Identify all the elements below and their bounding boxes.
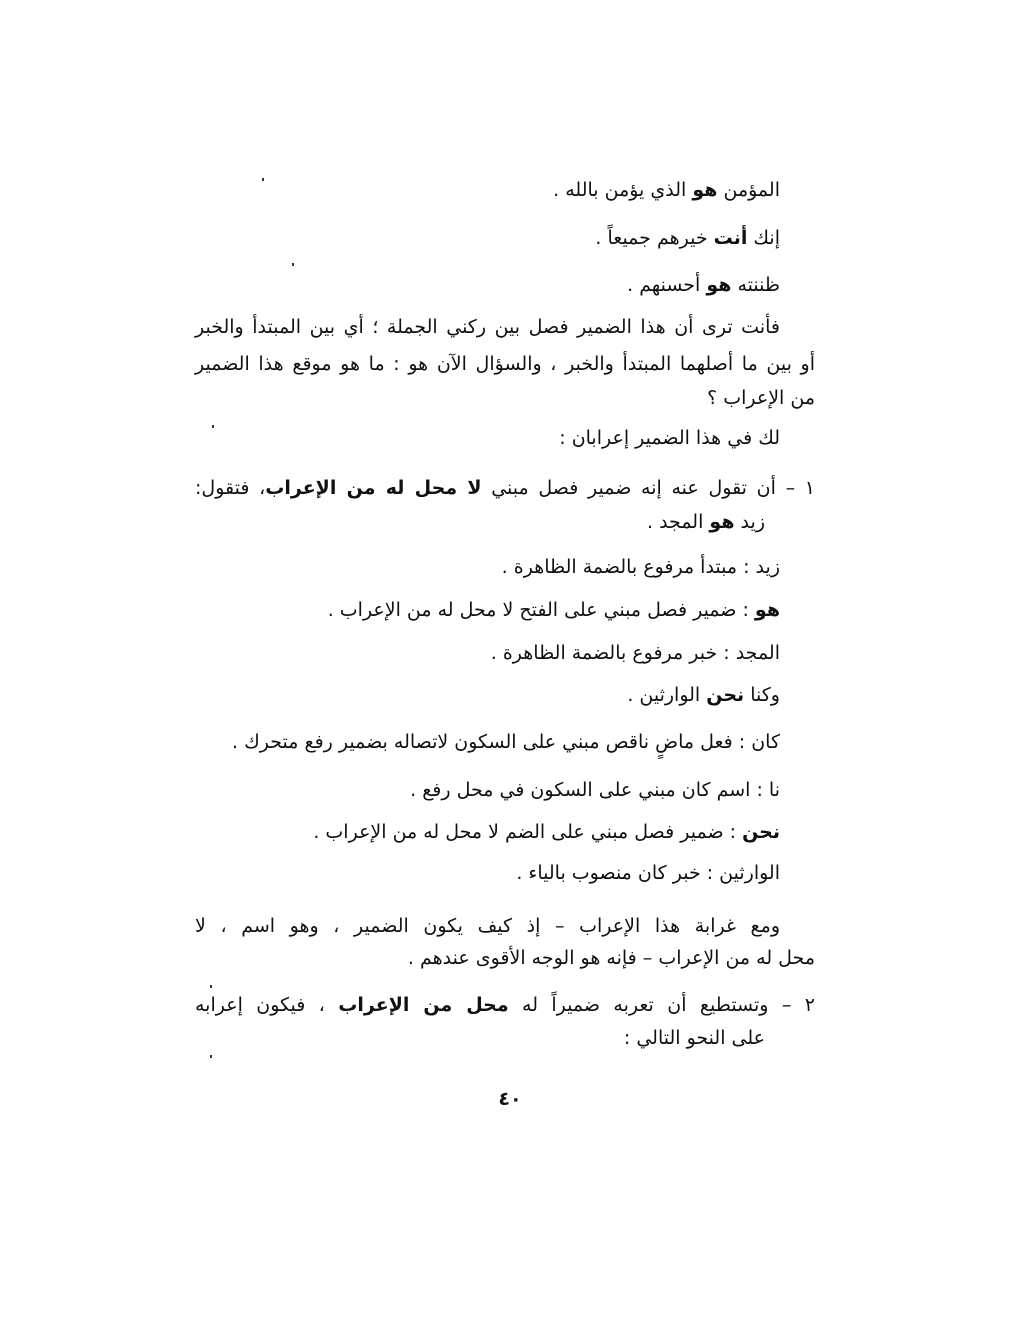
text-segment: لك في هذا الضمير إعرابان :: [559, 427, 780, 449]
text-segment: أو بين ما أصلهما المبتدأ والخبر ، والسؤال الآن هو : ما هو موقع هذا الضمير: [195, 353, 815, 375]
text-line: [232, 727, 780, 757]
text-segment: ظننته: [731, 274, 780, 296]
text-line: [408, 943, 815, 973]
bold-text: نحن: [742, 821, 780, 843]
text-line: [502, 552, 780, 582]
text-line: [624, 1023, 765, 1053]
bold-text: نحن: [706, 684, 745, 706]
text-line: [195, 349, 815, 379]
text-line: [195, 473, 815, 503]
text-segment: ٢ – وتستطيع أن تعربه ضميراً له: [508, 994, 815, 1016]
text-line: [595, 223, 780, 253]
text-segment: وكنا: [744, 684, 780, 706]
scan-speck: [212, 425, 214, 428]
scan-speck: [262, 178, 264, 181]
text-line: [647, 507, 765, 537]
scan-speck: [210, 985, 212, 988]
text-line: [707, 383, 815, 413]
page-number: ٤٠: [498, 1088, 522, 1110]
text-segment: المجد .: [647, 511, 710, 533]
text-segment: نا : اسم كان مبني على السكون في محل رفع .: [410, 779, 780, 801]
text-segment: فأنت ترى أن هذا الضمير فصل بين ركني الجملة ؛ أي بين المبتدأ والخبر: [195, 316, 780, 338]
text-segment: : ضمير فصل مبني على الضم لا محل له من الإعراب .: [313, 821, 743, 843]
text-segment: ، فيكون إعرابه: [195, 994, 339, 1016]
bold-text: أنت: [713, 227, 748, 249]
text-segment: المجد : خبر مرفوع بالضمة الظاهرة .: [490, 642, 780, 664]
text-line: [195, 911, 780, 941]
text-segment: خيرهم جميعاً .: [595, 227, 714, 249]
text-segment: : ضمير فصل مبني على الفتح لا محل له من الإعراب .: [327, 599, 755, 621]
text-segment: زيد : مبتدأ مرفوع بالضمة الظاهرة .: [501, 556, 780, 578]
text-line: [195, 312, 780, 342]
text-segment: على النحو التالي :: [623, 1027, 765, 1049]
text-segment: ومع غرابة هذا الإعراب – إذ كيف يكون الضمير ، وهو اسم ، لا: [195, 915, 780, 937]
text-line: [559, 423, 780, 453]
bold-text: هو: [709, 511, 735, 533]
bold-text: محل من الإعراب: [338, 994, 509, 1016]
scan-speck: [210, 1055, 212, 1058]
text-segment: المؤمن: [717, 179, 780, 201]
text-segment: أحسنهم .: [627, 274, 707, 296]
text-segment: ١ – أن تقول عنه إنه ضمير فصل مبني: [481, 477, 816, 499]
text-line: [313, 817, 780, 847]
bold-text: هو: [754, 599, 780, 621]
text-segment: الذي يؤمن بالله .: [553, 179, 693, 201]
text-segment: زيد: [734, 511, 765, 533]
text-line: [328, 595, 780, 625]
text-segment: إنك: [747, 227, 780, 249]
text-line: [410, 775, 780, 805]
text-line: [627, 270, 780, 300]
scan-speck: [292, 263, 294, 266]
text-segment: محل له من الإعراب – فإنه هو الوجه الأقوى عندهم .: [407, 947, 815, 969]
text-line: [627, 680, 780, 710]
text-segment: الوارثين : خبر كان منصوب بالياء .: [516, 862, 780, 884]
bold-text: لا محل له من الإعراب: [265, 477, 482, 499]
text-segment: كان : فعل ماضٍ ناقص مبني على السكون لاتصاله بضمير رفع متحرك .: [232, 731, 780, 753]
bold-text: هو: [692, 179, 718, 201]
text-line: [553, 175, 780, 205]
text-segment: من الإعراب ؟: [707, 387, 815, 409]
bold-text: هو: [706, 274, 732, 296]
text-segment: ، فتقول:: [195, 477, 266, 499]
text-line: [195, 990, 815, 1020]
text-segment: الوارثين .: [627, 684, 707, 706]
text-line: [491, 638, 780, 668]
text-line: [516, 858, 780, 888]
